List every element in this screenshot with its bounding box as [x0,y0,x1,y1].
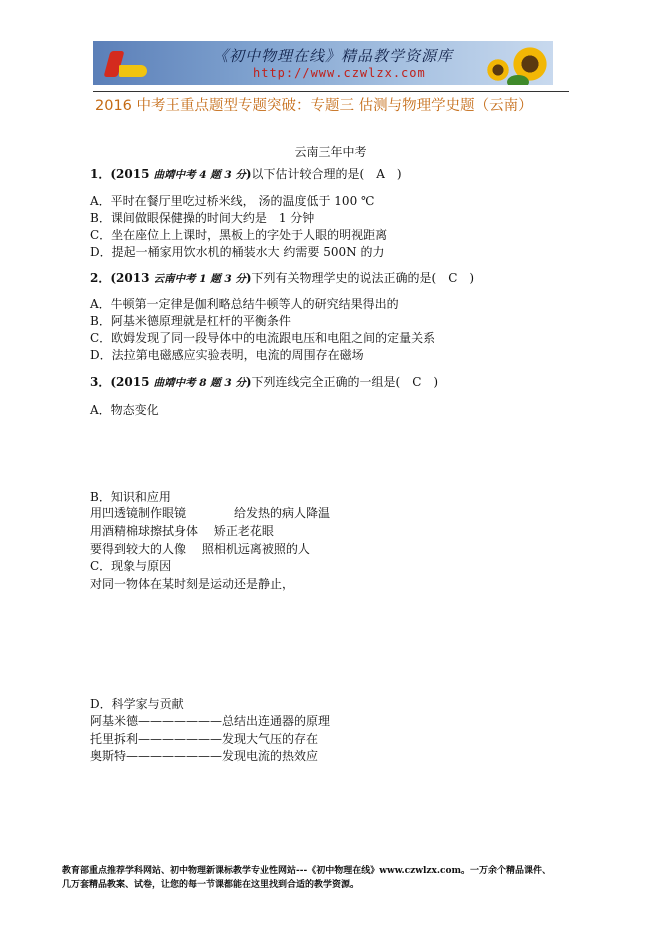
site-logo-accent [119,65,147,77]
question-3-option-d-line: 托里拆利———————发现大气压的存在 [90,732,319,746]
sunflower-icon [487,59,509,81]
question-2-option-a: A．牛顿第一定律是伽利略总结牛顿等人的研究结果得出的 [90,297,399,311]
question-3-option-b-label: B．知识和应用 [90,490,171,504]
question-1-option-b: B．课间做眼保健操的时间大约是 1 分钟 [90,211,315,225]
banner-title: 《初中物理在线》精品教学资源库 [213,47,454,65]
footer-line: 几万套精品教案、试卷，让您的每一节课都能在这里找到合适的教学资源。 [62,880,360,890]
section-subtitle: 云南三年中考 [294,145,367,159]
question-3-option-c-label: C．现象与原因 [90,559,172,573]
question-3-option-b-line: 要得到较大的人像 照相机远离被照的人 [90,542,310,556]
document-title: 2016 中考王重点题型专题突破：专题三 估测与物理学史题（云南） [95,98,533,114]
question-1-stem: 1．(2015 曲靖中考 4 题 3 分)以下估计较合理的是( A ) [90,167,402,181]
question-2-option-b: B．阿基米德原理就是杠杆的平衡条件 [90,314,291,328]
question-1-option-c: C．坐在座位上上课时，黑板上的字处于人眼的明视距离 [90,228,388,242]
question-3-option-d-line: 阿基米德———————总结出连通器的原理 [90,714,331,728]
banner-url: http://www.czwlzx.com [253,66,426,80]
question-3-option-b-line: 用凹透镜制作眼镜 给发热的病人降温 [90,506,331,520]
question-2-stem: 2．(2013 云南中考 1 题 3 分)下列有关物理学史的说法正确的是( C ) [90,271,475,285]
page-footer [62,864,622,892]
question-3-option-d-label: D．科学家与贡献 [90,697,184,711]
leaf-icon [507,75,529,85]
question-2-option-c: C．欧姆发现了同一段导体中的电流跟电压和电阻之间的定量关系 [90,331,436,345]
header-divider [93,91,569,92]
question-2-option-d: D．法拉第电磁感应实验表明，电流的周围存在磁场 [90,348,364,362]
question-3-option-a-label: A．物态变化 [90,403,159,417]
question-1-option-d: D．提起一桶家用饮水机的桶装水大 约需要 500N 的力 [90,245,385,259]
question-3-stem: 3．(2015 曲靖中考 8 题 3 分)下列连线完全正确的一组是( C ) [90,375,439,389]
question-3-option-d-line: 奥斯特————————发现电流的热效应 [90,749,319,763]
question-3-option-c-line: 对同一物体在某时刻是运动还是静止， [90,577,295,591]
question-3-option-b-line: 用酒精棉球擦拭身体 矫正老花眼 [90,524,274,538]
footer-line: 教育部重点推荐学科网站、初中物理新课标教学专业性网站---《初中物理在线》www.czwlzx.com。一万余个精品课件、 [62,866,552,876]
question-1-option-a: A．平时在餐厅里吃过桥米线， 汤的温度低于 100 ℃ [90,194,375,208]
header-banner [93,41,553,85]
